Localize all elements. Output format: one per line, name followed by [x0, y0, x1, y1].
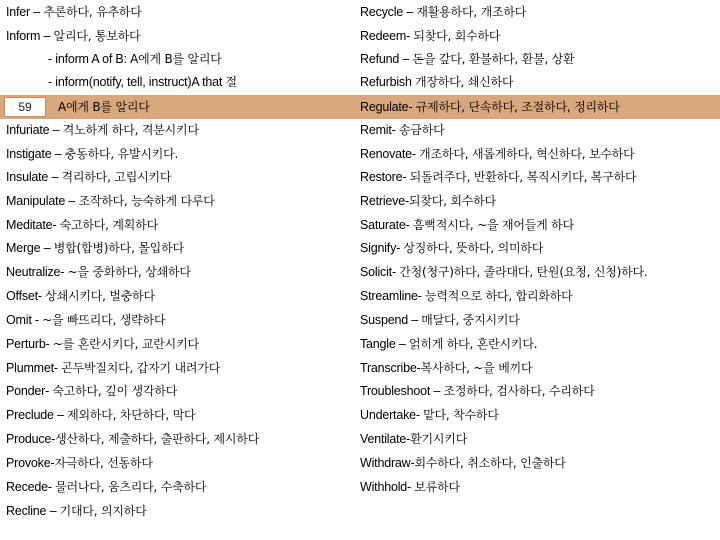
- vocab-entry: Recede- 물러나다, 움츠리다, 수축하다: [6, 480, 207, 494]
- page-number: 59: [4, 97, 46, 117]
- vocab-entry: Streamline- 능력적으로 하다, 합리화하다: [360, 289, 573, 303]
- vocab-entry: Remit- 송금하다: [360, 123, 445, 137]
- vocab-entry: Restore- 되돌려주다, 반환하다, 복직시키다, 복구하다: [360, 170, 637, 184]
- vocab-entry: Transcribe-복사하다, ~을 베끼다: [360, 361, 533, 375]
- vocab-entry: Recycle – 재활용하다, 개조하다: [360, 5, 527, 19]
- vocab-entry: Undertake- 맡다, 착수하다: [360, 408, 499, 422]
- vocab-entry: Ponder- 숙고하다, 깊이 생각하다: [6, 384, 178, 398]
- vocab-entry: Saturate- 흠뻑적시다, ~을 재어들게 하다: [360, 218, 574, 232]
- vocab-subentry: - inform(notify, tell, instruct)A that 절: [48, 75, 237, 89]
- vocab-entry: Preclude – 제외하다, 차단하다, 막다: [6, 408, 196, 422]
- vocab-entry: Merge – 병합(합병)하다, 몰입하다: [6, 241, 184, 255]
- vocab-entry: Inform – 알리다, 통보하다: [6, 29, 141, 43]
- vocab-entry: Infer – 추론하다, 유추하다: [6, 5, 142, 19]
- vocab-entry: Perturb- ~를 혼란시키다, 교란시키다: [6, 337, 199, 351]
- vocab-entry: Suspend – 매달다, 중지시키다: [360, 313, 520, 327]
- vocab-entry: Retrieve-되찾다, 회수하다: [360, 194, 496, 208]
- vocab-entry: Signify- 상징하다, 뜻하다, 의미하다: [360, 241, 544, 255]
- vocab-entry: Infuriate – 격노하게 하다, 격분시키다: [6, 123, 199, 137]
- vocab-entry: Regulate- 규제하다, 단속하다, 조절하다, 정리하다: [360, 100, 620, 114]
- vocab-entry: Instigate – 충동하다, 유발시키다.: [6, 147, 179, 161]
- vocab-entry: Plummet- 곤두박질치다, 갑자기 내려가다: [6, 361, 221, 375]
- vocab-entry: Renovate- 개조하다, 새롭게하다, 혁신하다, 보수하다: [360, 147, 635, 161]
- vocab-entry: Tangle – 얽히게 하다, 혼란시키다.: [360, 337, 538, 351]
- vocab-entry: Redeem- 되찾다, 회수하다: [360, 29, 501, 43]
- vocab-entry: Withdraw-회수하다, 취소하다, 인출하다: [360, 456, 566, 470]
- vocab-entry: Refurbish 개장하다, 쇄신하다: [360, 75, 514, 89]
- vocab-subentry: - inform A of B: A에게 B를 알리다: [48, 52, 222, 66]
- vocab-entry: Produce-생산하다, 제출하다, 출판하다, 제시하다: [6, 432, 260, 446]
- vocab-entry: Meditate- 숙고하다, 계획하다: [6, 218, 158, 232]
- vocab-entry: Neutralize- ~을 중화하다, 상쇄하다: [6, 265, 191, 279]
- vocab-entry: Offset- 상쇄시키다, 벌충하다: [6, 289, 155, 303]
- vocab-entry: Recline – 기대다, 의지하다: [6, 504, 147, 518]
- vocab-entry: Withhold- 보류하다: [360, 480, 460, 494]
- vocab-subentry-continued: A에게 B를 알리다: [58, 100, 150, 114]
- vocab-entry: Manipulate – 조작하다, 능숙하게 다루다: [6, 194, 215, 208]
- vocab-entry: Ventilate-환기시키다: [360, 432, 468, 446]
- vocab-entry: Refund – 돈을 갚다, 환불하다, 환불, 상환: [360, 52, 575, 66]
- vocab-entry: Solicit- 간청(청구)하다, 졸라대다, 탄원(요청, 신청)하다.: [360, 265, 648, 279]
- vocab-entry: Insulate – 격리하다, 고립시키다: [6, 170, 172, 184]
- vocab-entry: Troubleshoot – 조정하다, 검사하다, 수리하다: [360, 384, 595, 398]
- vocab-entry: Provoke-자극하다, 선동하다: [6, 456, 153, 470]
- vocab-entry: Omit - ~을 빠뜨리다, 생략하다: [6, 313, 166, 327]
